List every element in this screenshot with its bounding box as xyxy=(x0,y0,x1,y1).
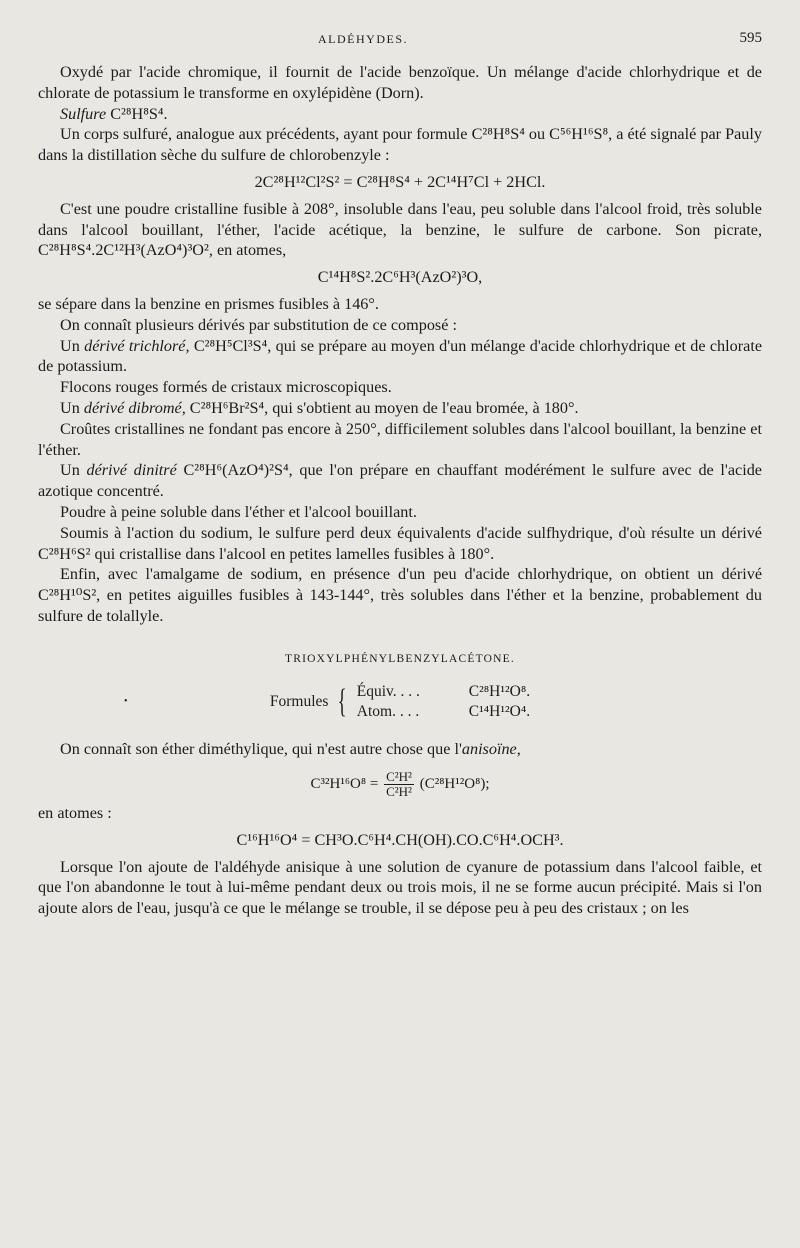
text-run: Un xyxy=(60,398,84,417)
eq-left: C³²H¹⁶O⁸ = xyxy=(310,775,379,792)
text-run: On connaît son éther diméthylique, qui n'est autre chose que l' xyxy=(60,740,462,759)
paragraph: Soumis à l'action du sodium, le sulfure perd deux équivalents d'acide sulfhydrique, d'où résulte un dérivé C²⁸H⁶S² qui cristallise dans l'alcool en petites lamelles fusibles à 180°. xyxy=(38,523,762,563)
formula-row-atom xyxy=(357,702,530,723)
paragraph: Poudre à peine soluble dans l'éther et l'alcool bouillant. xyxy=(60,502,417,521)
equation: 2C²⁸H¹²Cl²S² = C²⁸H⁸S⁴ + 2C¹⁴H⁷Cl + 2HCl. xyxy=(254,172,546,191)
fraction xyxy=(384,770,414,799)
page-number: 595 xyxy=(739,30,762,46)
paragraph xyxy=(38,398,762,419)
paragraph xyxy=(38,336,762,378)
equiv-value: C²⁸H¹²O⁸. xyxy=(468,682,531,700)
running-head: ALDÉHYDES. xyxy=(318,32,408,46)
paragraph: Flocons rouges formés de cristaux microscopiques. xyxy=(60,378,392,397)
text-run: C²⁸H⁵Cl³S⁴, qui se prépare au moyen d'un mélange d'acide chlorhydrique et de chlorate de potassium. xyxy=(38,336,763,376)
italic-term: dérivé trichloré, xyxy=(84,336,190,355)
sulfure-formula: C²⁸H⁸S⁴. xyxy=(110,104,168,123)
text-run: Un xyxy=(60,461,87,480)
page-body xyxy=(38,62,762,919)
paragraph: Croûtes cristallines ne fondant pas encore à 250°, difficilement solubles dans l'alcool bouillant, la benzine et l'éther. xyxy=(38,419,762,459)
paragraph: Oxydé par l'acide chromique, il fournit de l'acide benzoïque. Un mélange d'acide chlorhydrique et de chlorate de potassium le transforme en oxylépidène (Dorn). xyxy=(38,63,762,102)
atom-value: C¹⁴H¹²O⁴. xyxy=(468,703,531,721)
equation: C¹⁶H¹⁶O⁴ = CH³O.C⁶H⁴.CH(OH).CO.C⁶H⁴.OCH³. xyxy=(236,830,564,849)
bullet-mark: • xyxy=(124,695,128,707)
formulas-label: Formules xyxy=(269,692,329,710)
brace-icon: { xyxy=(338,683,348,721)
formula-row-equiv xyxy=(357,682,530,703)
fraction-numerator: C²H² xyxy=(386,768,412,784)
page-header xyxy=(0,26,800,52)
sulfure-label: Sulfure xyxy=(60,104,107,123)
text-run: C²⁸H⁶Br²S⁴, qui s'obtient au moyen de l'eau bromée, à 180°. xyxy=(185,398,579,417)
paragraph: Lorsque l'on ajoute de l'aldéhyde anisique à une solution de cyanure de potassium dans l'alcool faible, et que l'on abandonne le tout à lui-même pendant deux ou trois mois, il ne se forme aucun précipité. Mais si l'on ajoute alors de l'eau, jusqu'à ce que le mélange se trouble, il se dépose peu à peu des cristaux ; on les xyxy=(38,857,762,918)
eq-right: (C²⁸H¹²O⁸); xyxy=(419,775,490,792)
italic-term: dérivé dinitré xyxy=(86,461,177,480)
paragraph xyxy=(38,460,762,502)
section-title: TRIOXYLPHÉNYLBENZYLACÉTONE. xyxy=(285,652,515,665)
paragraph: se sépare dans la benzine en prismes fusibles à 146°. xyxy=(38,294,379,313)
paragraph: Un corps sulfuré, analogue aux précédents, ayant pour formule C²⁸H⁸S⁴ ou C⁵⁶H¹⁶S⁸, a été signalé par Pauly dans la distillation sèche du sulfure de chlorobenzyle : xyxy=(38,125,762,165)
subheading-sulfure xyxy=(38,104,762,125)
equation-anisoine xyxy=(38,770,762,799)
formula-rows xyxy=(357,682,530,724)
equation: C¹⁴H⁸S².2C⁶H³(AzO²)³O, xyxy=(317,268,483,287)
italic-term: dérivé dibromé, xyxy=(83,398,186,417)
paragraph: en atomes : xyxy=(38,803,112,822)
paragraph: Enfin, avec l'amalgame de sodium, en présence d'un peu d'acide chlorhydrique, on obtient un dérivé C²⁸H¹⁰S², en petites aiguilles fusibles à 143-144°, très solubles dans l'éther et la benzine, probablement du sulfure de tolallyle. xyxy=(38,565,762,625)
equiv-label: Équiv. . . . xyxy=(356,682,420,700)
paragraph xyxy=(38,739,762,760)
italic-term: anisoïne, xyxy=(461,740,521,759)
paragraph: C'est une poudre cristalline fusible à 208°, insoluble dans l'eau, peu soluble dans l'alcool froid, très soluble dans l'alcool bouillant, l'éther, l'acide acétique, la benzine, le sulfure de carbone. Son picrate, C²⁸H⁸S⁴.2C¹²H³(AzO⁴)³O², en atomes, xyxy=(38,199,762,260)
paragraph: On connaît plusieurs dérivés par substitution de ce composé : xyxy=(60,315,457,334)
text-run: C²⁸H⁶(AzO⁴)²S⁴, que l'on prépare en chauffant modérément le sulfure avec de l'acide azotique concentré. xyxy=(38,461,762,501)
formulas-block xyxy=(38,682,762,724)
atom-label: Atom. . . . xyxy=(356,703,420,721)
text-run: Un xyxy=(60,336,85,355)
fraction-denominator: C²H² xyxy=(386,783,412,799)
